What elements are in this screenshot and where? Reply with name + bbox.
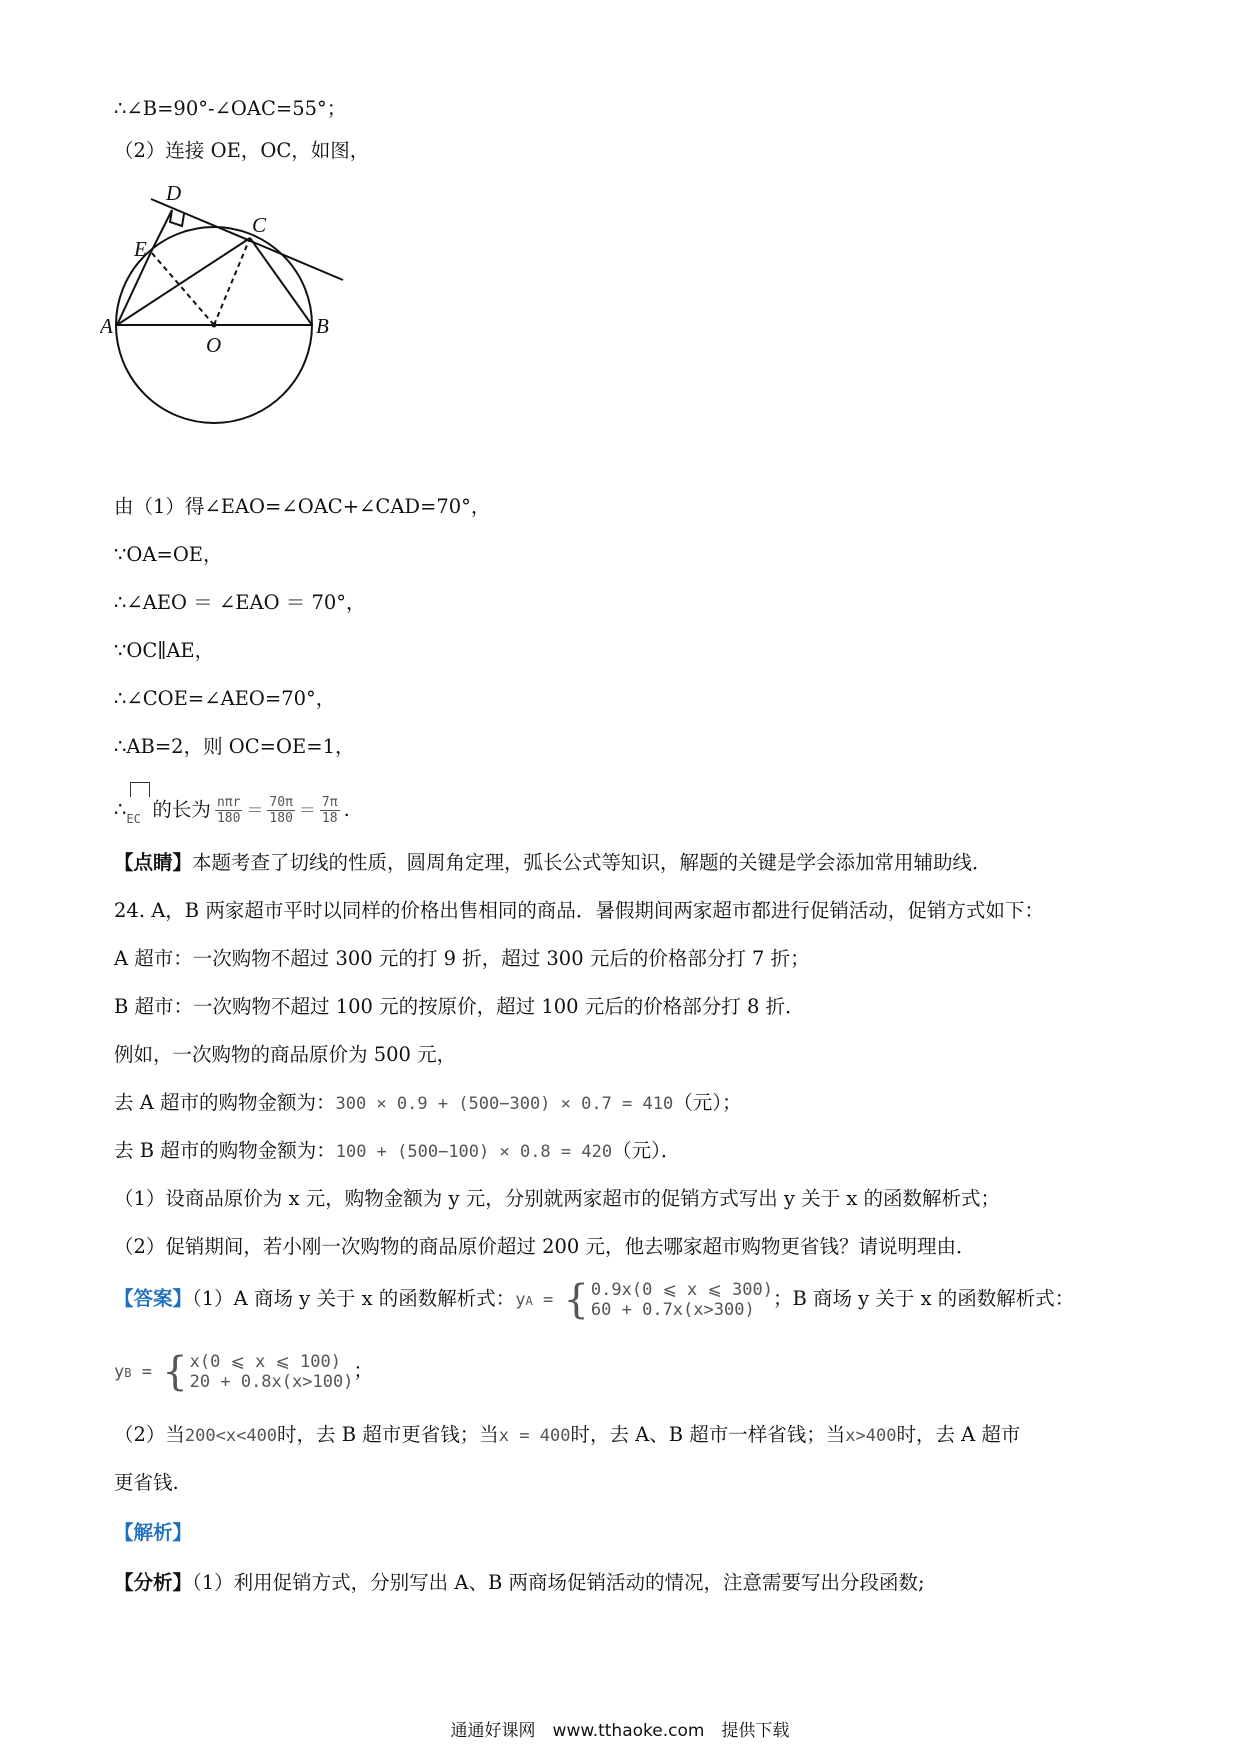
fraction-general: $\frac{\text{nπr}}{180}$ bbox=[216, 795, 241, 826]
segment-ed bbox=[151, 210, 172, 252]
fraction-70pi: $\frac{70\pi}{180}$ bbox=[269, 795, 293, 826]
arc-length-label: 的长为 bbox=[152, 798, 211, 821]
label-o: O bbox=[206, 333, 222, 357]
supermarket-b-rule: B 超市：一次购物不超过 100 元的按原价，超过 100 元后的价格部分打 8 折． bbox=[114, 995, 805, 1018]
ya-symbol: yA = bbox=[515, 1290, 564, 1310]
example-line: 例如，一次购物的商品原价为 500 元， bbox=[114, 1043, 457, 1066]
dianjing-text: 本题考查了切线的性质，圆周角定理，弧长公式等知识，解题的关键是学会添加常用辅助线． bbox=[192, 851, 992, 874]
fraction-result: $\frac{7\pi}{18}$ bbox=[321, 795, 338, 826]
answer-line-2: yB = { x(0 ⩽ x ⩽ 100) 20 + 0.8x(x>100) ； bbox=[114, 1348, 373, 1395]
text-line-5: ∴∠AEO ＝ ∠EAO ＝ 70°， bbox=[114, 591, 366, 614]
label-a: A bbox=[100, 314, 113, 338]
answer-line-3: （2）当200<x<400时，去 B 超市更省钱；当x = 400时，去 A、B 超市一样省钱；当x>400时，去 A 超市 bbox=[114, 1423, 1021, 1446]
sub-question-2: （2）促销期间，若小刚一次购物的商品原价超过 200 元，他去哪家超市购物更省钱？请说明理由． bbox=[114, 1235, 976, 1258]
ya-piecewise: 0.9x(0 ⩽ x ⩽ 300) 60 + 0.7x(x>300) bbox=[590, 1279, 773, 1320]
example-b-formula: 100 + (500−100) × 0.8 = 420 bbox=[335, 1142, 613, 1162]
jiexi-tag: 【解析】 bbox=[114, 1521, 193, 1544]
text-line-6: ∵OC∥AE， bbox=[114, 639, 215, 662]
fenxi-tag: 【分析】 bbox=[114, 1571, 193, 1594]
example-b-line: 去 B 超市的购物金额为：100 + (500−100) × 0.8 = 420（元）． bbox=[114, 1139, 681, 1162]
dianjing-line bbox=[114, 850, 992, 876]
segment-oc-dashed bbox=[214, 238, 250, 325]
text-line-7: ∴∠COE=∠AEO=70°， bbox=[114, 687, 336, 710]
yb-piecewise: x(0 ⩽ x ⩽ 100) 20 + 0.8x(x>100) bbox=[189, 1351, 354, 1392]
label-d: D bbox=[166, 181, 182, 205]
yb-symbol: yB = bbox=[114, 1362, 163, 1382]
supermarket-a-rule: A 超市：一次购物不超过 300 元的打 9 折，超过 300 元后的价格部分打 7 折； bbox=[114, 947, 810, 970]
label-b: B bbox=[316, 314, 329, 338]
therefore-symbol: ∴ bbox=[114, 798, 127, 821]
geometry-figure bbox=[100, 180, 400, 470]
dianjing-tag: 【点睛】 bbox=[114, 851, 193, 874]
fenxi-line bbox=[114, 1570, 925, 1596]
arc-label: EC bbox=[126, 812, 141, 826]
answer-line-4: 更省钱. bbox=[114, 1471, 179, 1494]
text-line-4: ∵OA=OE， bbox=[114, 543, 223, 566]
label-c: C bbox=[252, 213, 267, 237]
text-line-3: 由（1）得∠EAO=∠OAC+∠CAD=70°， bbox=[114, 495, 491, 518]
answer-tag: 【答案】 bbox=[114, 1287, 193, 1310]
answer-line-1: 【答案】（1）A 商场 y 关于 x 的函数解析式：yA = { 0.9x(0 ⩽ x ⩽ 300) 60 + 0.7x(x>300) ；B 商场 y 关于 x 的函数解析式： bbox=[114, 1276, 1075, 1323]
sub-question-1: （1）设商品原价为 x 元，购物金额为 y 元，分别就两家超市的促销方式写出 y 关于 x 的函数解析式； bbox=[114, 1187, 1001, 1210]
text-line-2: （2）连接 OE，OC，如图， bbox=[114, 139, 370, 162]
arc-length-line: ∴ EC 的长为 $\frac{\text{nπr}}{180}$ ＝ $\frac{70\pi}{180}$ ＝ $\frac{7\pi}{18}$ . bbox=[114, 782, 350, 839]
example-a-line: 去 A 超市的购物金额为：300 × 0.9 + (500−300) × 0.7 = 410（元）； bbox=[114, 1091, 742, 1114]
segment-oe-dashed bbox=[151, 252, 214, 325]
label-e: E bbox=[134, 237, 147, 261]
footer: 通通好课网 www.tthaoke.com 提供下载 bbox=[450, 1721, 790, 1741]
fenxi-text: （1）利用促销方式，分别写出 A、B 两商场促销活动的情况，注意需要写出分段函数; bbox=[192, 1571, 925, 1594]
text-line-8: ∴AB=2，则 OC=OE=1， bbox=[114, 735, 355, 758]
text-line-1: ∴∠B=90°-∠OAC=55°； bbox=[114, 97, 347, 120]
arc-symbol bbox=[126, 782, 152, 839]
center-point bbox=[212, 323, 217, 328]
example-a-formula: 300 × 0.9 + (500−300) × 0.7 = 410 bbox=[335, 1094, 674, 1114]
question-24: 24. A，B 两家超市平时以同样的价格出售相同的商品．暑假期间两家超市都进行促销活动，促销方式如下： bbox=[114, 899, 1044, 922]
